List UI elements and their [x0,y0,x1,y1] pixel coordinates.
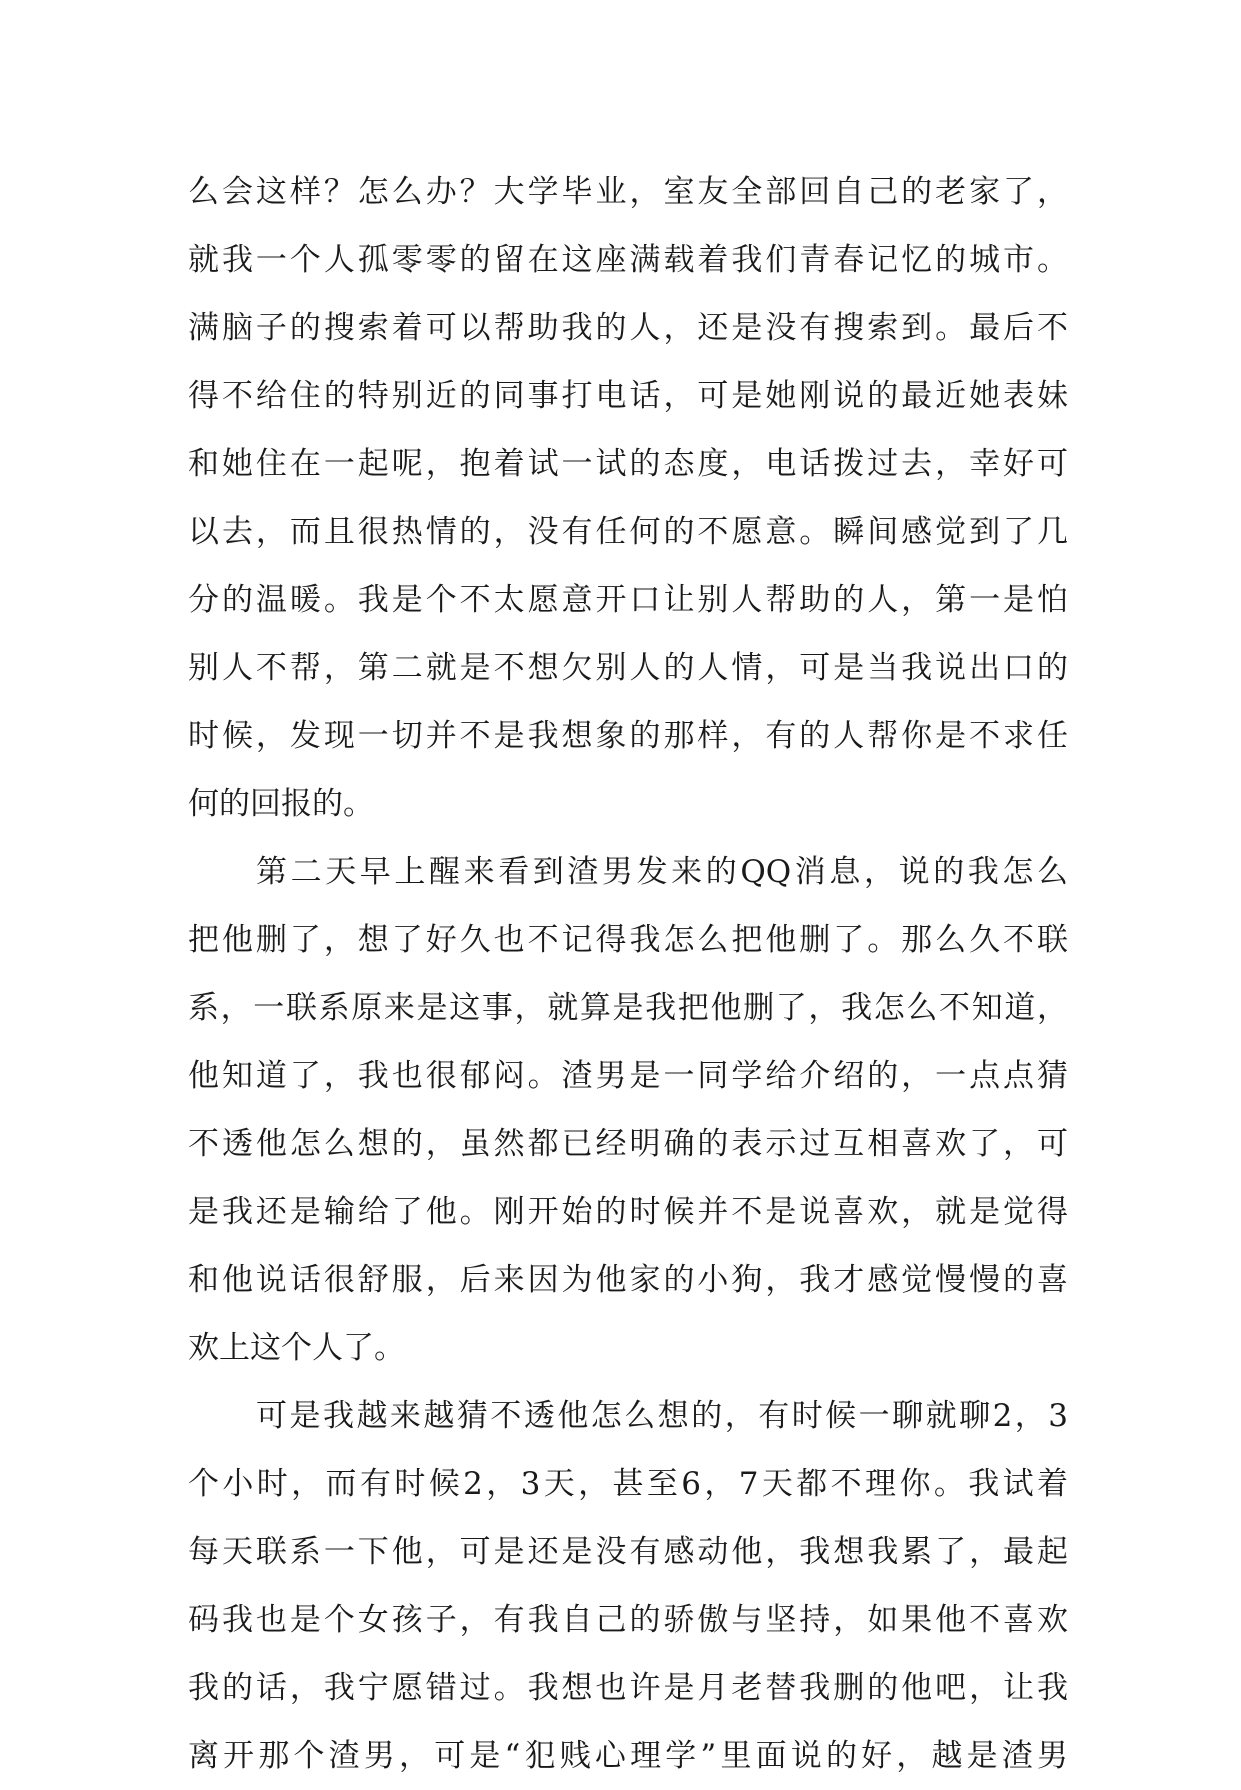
text-line: 分的温暖。我是个不太愿意开口让别人帮助的人，第一是怕 [188,582,1068,618]
text-line: 别人不帮，第二就是不想欠别人的人情，可是当我说出口的 [188,650,1068,686]
paragraph [188,838,1068,1382]
paragraph [188,158,1068,838]
text-line: 可是我越来越猜不透他怎么想的，有时候一聊就聊2，3 [256,1398,1068,1434]
text-line: 和她住在一起呢，抱着试一试的态度，电话拨过去，幸好可 [188,446,1068,482]
text-line: 时候，发现一切并不是我想象的那样，有的人帮你是不求任 [188,718,1068,754]
text-line: 何的回报的。 [188,786,374,822]
text-line: 个小时，而有时候2，3天，甚至6，7天都不理你。我试着 [188,1466,1068,1502]
text-line: 么会这样？怎么办？大学毕业，室友全部回自己的老家了， [188,174,1068,210]
text-line: 是我还是输给了他。刚开始的时候并不是说喜欢，就是觉得 [188,1194,1068,1230]
text-line: 不透他怎么想的，虽然都已经明确的表示过互相喜欢了，可 [188,1126,1068,1162]
text-line: 就我一个人孤零零的留在这座满载着我们青春记忆的城市。 [188,242,1068,278]
text-line: 把他删了，想了好久也不记得我怎么把他删了。那么久不联 [188,922,1068,958]
text-line: 系，一联系原来是这事，就算是我把他删了，我怎么不知道， [188,990,1068,1026]
text-line: 每天联系一下他，可是还是没有感动他，我想我累了，最起 [188,1534,1068,1570]
document-body [188,158,1068,1790]
text-line: 以去，而且很热情的，没有任何的不愿意。瞬间感觉到了几 [188,514,1068,550]
paragraph [188,1382,1068,1790]
text-line: 和他说话很舒服，后来因为他家的小狗，我才感觉慢慢的喜 [188,1262,1068,1298]
text-line: 第二天早上醒来看到渣男发来的QQ消息，说的我怎么 [256,854,1068,890]
text-line: 欢上这个人了。 [188,1330,405,1366]
text-line: 他知道了，我也很郁闷。渣男是一同学给介绍的，一点点猜 [188,1058,1068,1094]
text-line: 满脑子的搜索着可以帮助我的人，还是没有搜索到。最后不 [188,310,1068,346]
text-line: 码我也是个女孩子，有我自己的骄傲与坚持，如果他不喜欢 [188,1602,1068,1638]
text-line: 离开那个渣男，可是“犯贱心理学”里面说的好，越是渣男 [188,1738,1068,1774]
text-line: 得不给住的特别近的同事打电话，可是她刚说的最近她表妹 [188,378,1068,414]
text-line: 我的话，我宁愿错过。我想也许是月老替我删的他吧，让我 [188,1670,1068,1706]
